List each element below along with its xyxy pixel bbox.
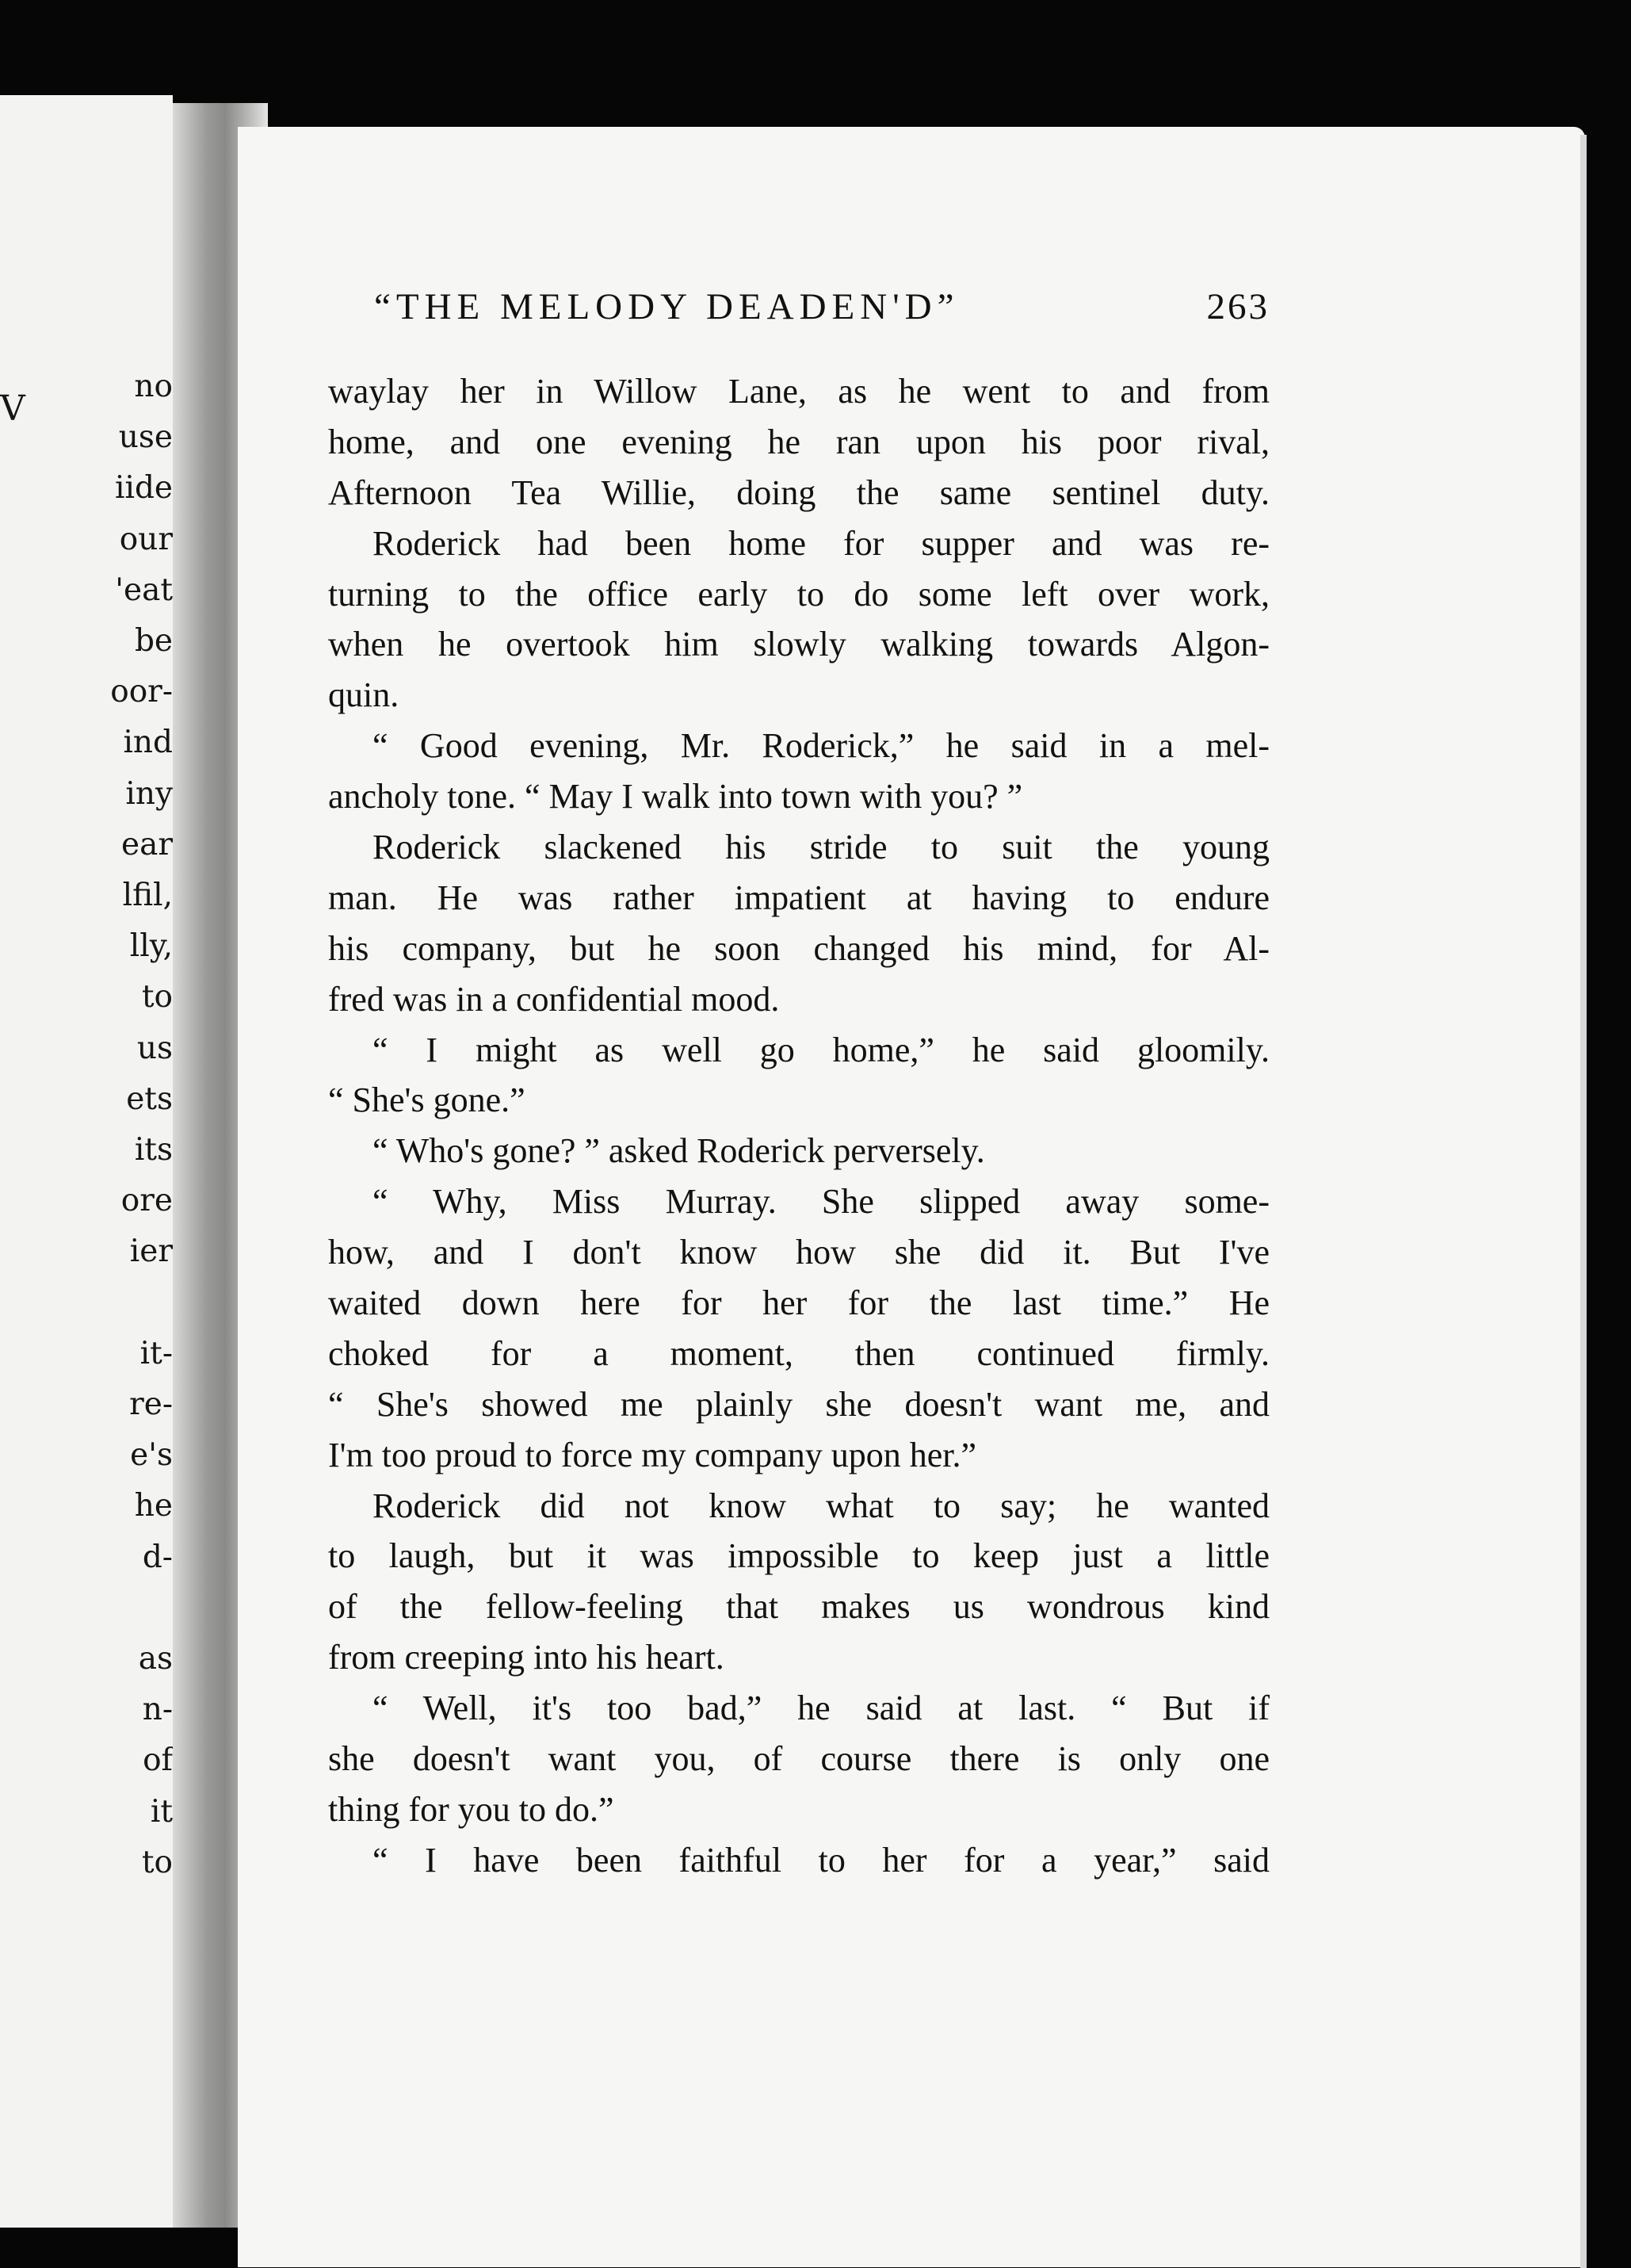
text-line: from creeping into his heart.: [328, 1638, 724, 1677]
left-page: [0, 95, 173, 2228]
text-line: Afternoon Tea Willie, doing the same sentinel duty.: [328, 472, 1270, 512]
text-line: Roderick had been home for supper and was re-: [372, 523, 1270, 563]
text-line: turning to the office early to do some left over work,: [328, 574, 1270, 614]
left-page-line-fragment: no: [134, 369, 173, 404]
text-line: ancholy tone. “ May I walk into town with you? ”: [328, 777, 1023, 817]
left-page-line-fragment: us: [136, 1030, 173, 1066]
body-text: [328, 366, 1270, 1886]
left-page-line-fragment: re-: [129, 1386, 173, 1422]
left-page-line-fragment: he: [134, 1488, 173, 1524]
text-line: “ She's showed me plainly she doesn't want me, and: [328, 1384, 1270, 1424]
text-line: of the fellow-feeling that makes us wondrous kind: [328, 1587, 1270, 1627]
text-line: “ I might as well go home,” he said gloomily.: [372, 1030, 1270, 1069]
text-line: his company, but he soon changed his mind, for Al-: [328, 928, 1270, 968]
text-line: “ Good evening, Mr. Roderick,” he said in a mel-: [372, 726, 1270, 766]
left-page-line-fragment: ind: [123, 725, 173, 761]
left-page-line-fragment: as: [138, 1641, 173, 1677]
left-page-line-fragment: ear: [121, 826, 173, 862]
text-line: quin.: [328, 675, 399, 715]
text-line: choked for a moment, then continued firmly.: [328, 1333, 1270, 1373]
left-page-line-fragment: lly,: [129, 928, 173, 965]
text-line: “ I have been faithful to her for a year,” said: [372, 1840, 1270, 1880]
text-line: “ Why, Miss Murray. She slipped away some-: [372, 1182, 1270, 1222]
text-line: to laugh, but it was impossible to keep just a little: [328, 1536, 1270, 1576]
left-page-line-fragment: ore: [120, 1183, 173, 1219]
page-number: 263: [1206, 286, 1270, 327]
left-page-line-fragment: lfil,: [122, 878, 173, 913]
left-page-line-fragment: use: [118, 419, 173, 456]
text-line: “ Well, it's too bad,” he said at last. “ But if: [372, 1689, 1270, 1728]
text-line: home, and one evening he ran upon his poor rival,: [328, 422, 1270, 461]
running-head: “THE MELODY DEADEN'D”: [374, 286, 960, 327]
text-line: how, and I don't know how she did it. But I've: [328, 1233, 1270, 1272]
left-page-line-fragment: d-: [142, 1539, 173, 1575]
left-page-line-fragment: its: [134, 1132, 173, 1168]
left-page-line-fragment: n-: [142, 1692, 173, 1728]
left-page-line-fragment: of: [143, 1742, 173, 1779]
left-page-line-fragment: iide: [115, 470, 173, 507]
text-line: man. He was rather impatient at having to endure: [328, 878, 1270, 917]
left-page-line-fragment: 'eat: [115, 572, 173, 608]
left-page-line-fragment: it: [150, 1793, 173, 1830]
text-line: when he overtook him slowly walking towards Algon-: [328, 625, 1270, 664]
left-page-line-fragment: to: [141, 1844, 173, 1880]
left-page-line-fragment: our: [119, 521, 173, 557]
page-header: [374, 285, 1270, 333]
left-page-running-head-fragment: V: [0, 388, 25, 429]
text-line: fred was in a confidential mood.: [328, 979, 780, 1019]
text-line: thing for you to do.”: [328, 1789, 614, 1829]
text-line: she doesn't want you, of course there is only one: [328, 1739, 1270, 1779]
left-page-line-fragment: to: [141, 979, 173, 1015]
text-line: waited down here for her for the last time.” He: [328, 1283, 1270, 1323]
page-edge: [1580, 135, 1587, 2268]
left-page-line-fragment: be: [134, 623, 173, 659]
left-page-line-fragment: it-: [139, 1335, 173, 1371]
text-line: “ She's gone.”: [328, 1080, 525, 1120]
text-line: Roderick did not know what to say; he wanted: [372, 1486, 1270, 1525]
text-line: Roderick slackened his stride to suit the young: [372, 828, 1270, 867]
text-line: “ Who's gone? ” asked Roderick perversely.: [372, 1131, 985, 1171]
left-page-line-fragment: iny: [125, 775, 173, 812]
left-page-line-fragment: oor-: [110, 674, 173, 710]
left-page-line-fragment: ier: [129, 1233, 173, 1270]
left-page-line-fragment: ets: [126, 1080, 173, 1117]
left-page-line-fragment: e's: [130, 1437, 173, 1474]
text-line: I'm too proud to force my company upon her.”: [328, 1435, 977, 1474]
text-line: waylay her in Willow Lane, as he went to and from: [328, 372, 1270, 411]
